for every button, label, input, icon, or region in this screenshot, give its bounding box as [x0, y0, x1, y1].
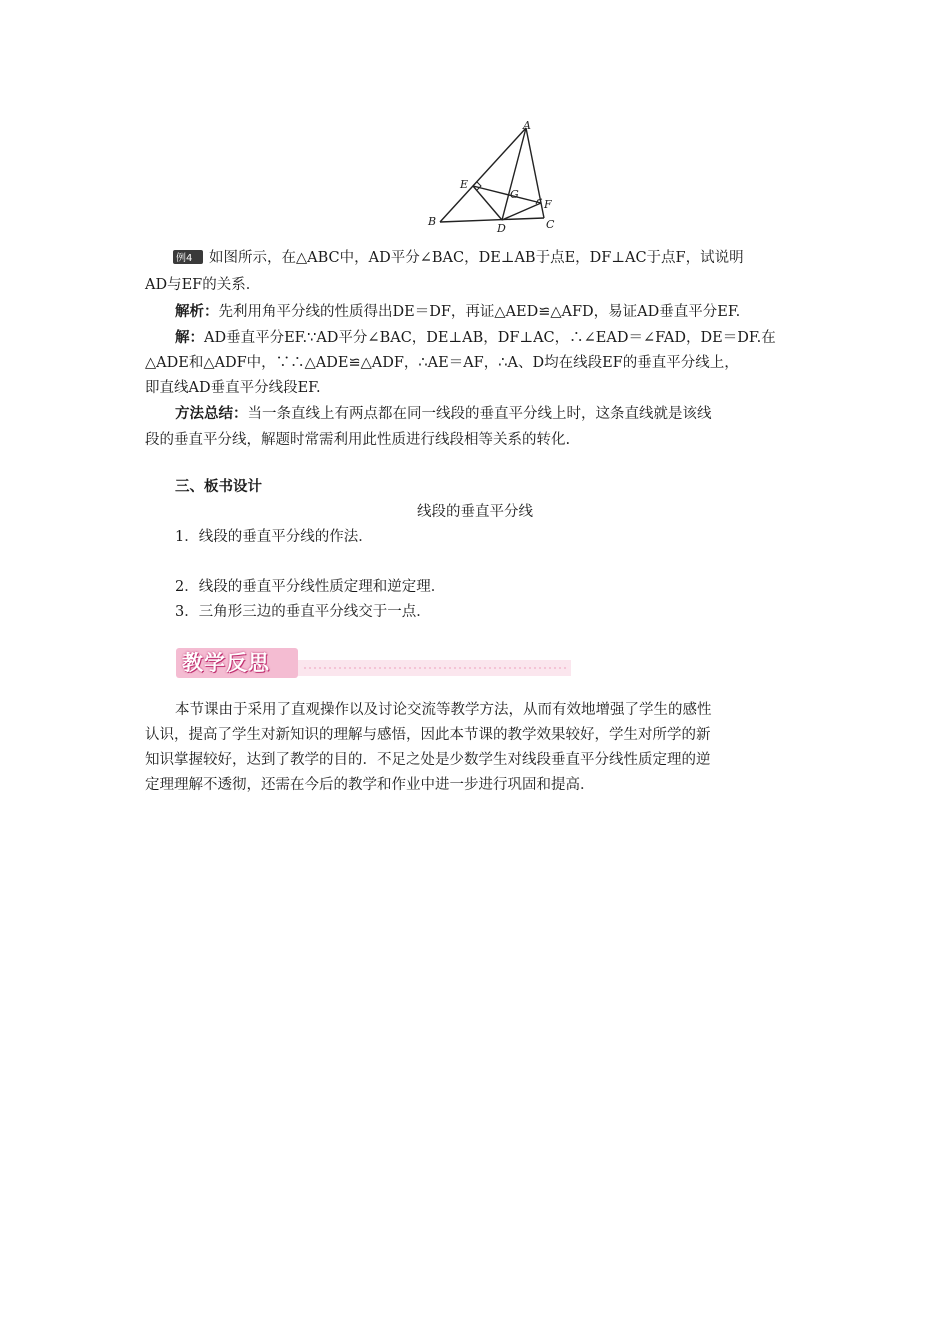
board-item-3: 3．三角形三边的垂直平分线交于一点． [175, 604, 431, 620]
solution-line-3: 即直线AD垂直平分线段EF. [145, 380, 321, 396]
label-C: C [546, 218, 555, 231]
solution-line-2: △ADE和△ADF中，∵∴△ADE≌△ADF，∴AE＝AF，∴A、D均在线段EF的垂直平分线上， [145, 355, 739, 371]
board-item-2: 2．线段的垂直平分线性质定理和逆定理． [175, 579, 446, 595]
label-B: B [428, 215, 437, 228]
example-line-2: AD与EF的关系． [145, 277, 261, 293]
analysis-text: 先利用角平分线的性质得出DE＝DF，再证△AED≌△AFD，易证AD垂直平分EF. [218, 304, 741, 320]
label-D: D [497, 222, 506, 235]
reflection-line-3: 知识掌握较好，达到了教学的目的．不足之处是少数学生对线段垂直平分线性质定理的逆 [145, 752, 711, 768]
method-label: 方法总结： [175, 405, 248, 422]
board-heading: 三、板书设计 [175, 478, 262, 495]
analysis-label: 解析： [175, 303, 219, 320]
example-badge [173, 245, 209, 271]
reflection-line-2: 认识，提高了学生对新知识的理解与感悟，因此本节课的教学效果较好，学生对所学的新 [145, 727, 711, 743]
label-G: G [510, 188, 519, 201]
example-question-text: 如图所示，在△ABC中，AD平分∠BAC，DE⊥AB于点E，DF⊥AC于点F，试说明 [209, 250, 744, 266]
triangle-figure [420, 118, 570, 238]
reflection-heading: 教学反思 [182, 651, 270, 675]
analysis-line [145, 299, 805, 325]
method-line-1: 方法总结：当一条直线上有两点都在同一线段的垂直平分线上时，这条直线就是该线 [175, 405, 712, 422]
svg-text:例4: 例4 [176, 253, 193, 264]
label-E: E [460, 178, 469, 191]
solution-line-1: 解：AD垂直平分EF.∵AD平分∠BAC，DE⊥AB，DF⊥AC，∴∠EAD＝∠FAD，DE＝DF.在 [175, 329, 776, 346]
solution-label: 解： [175, 329, 204, 346]
label-A: A [523, 119, 531, 132]
reflection-line-4: 定理理解不透彻，还需在今后的教学和作业中进一步进行巩固和提高． [145, 777, 595, 793]
reflection-line-1: 本节课由于采用了直观操作以及讨论交流等教学方法，从而有效地增强了学生的感性 [175, 702, 712, 718]
board-item-1: 1．线段的垂直平分线的作法． [175, 529, 373, 545]
board-title: 线段的垂直平分线 [417, 504, 533, 520]
example-line-1 [145, 245, 805, 271]
label-F: F [544, 198, 552, 211]
method-line-2: 段的垂直平分线，解题时常需利用此性质进行线段相等关系的转化. [145, 432, 571, 448]
